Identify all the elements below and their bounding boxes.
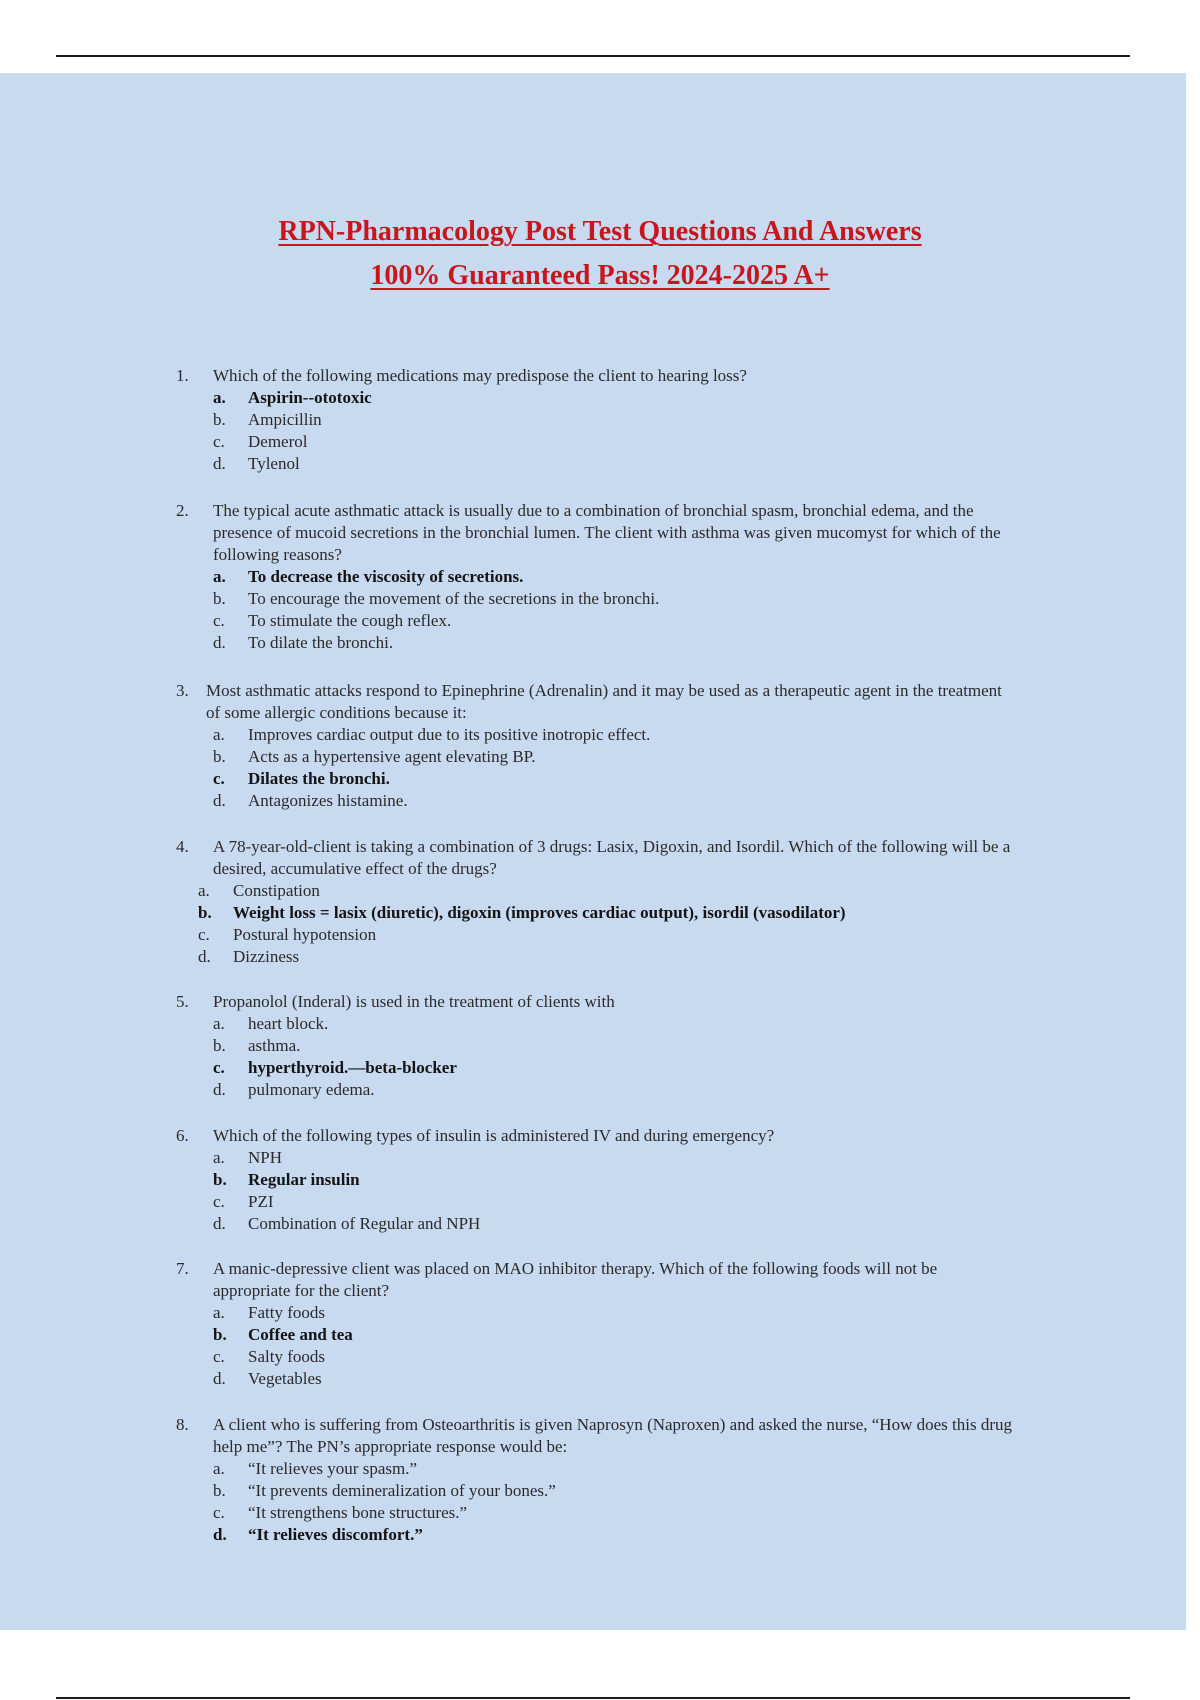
question-6 [176,1125,1013,1235]
answer-option: a. Improves cardiac output due to its positive inotropic effect. [213,725,651,744]
answer-option: d. Vegetables [213,1369,322,1388]
question-text: Most asthmatic attacks respond to Epinephrine (Adrenalin) and it may be used as a therapeutic agent in the treatment of some allergic conditions because it: [206,681,1002,722]
document-title-line-1: RPN-Pharmacology Post Test Questions And Answers [278,216,922,247]
question-text: A manic-depressive client was placed on MAO inhibitor therapy. Which of the following foods will not be appropriate for the client? [213,1259,938,1300]
answer-option-correct: b. Coffee and tea [213,1325,353,1344]
question-number: 8. [176,1415,189,1434]
answer-option-correct: d. “It relieves discomfort.” [213,1525,423,1544]
answer-option: b. Ampicillin [213,410,322,429]
question-number: 4. [176,837,189,856]
question-number: 2. [176,501,189,520]
answer-option: d. To dilate the bronchi. [213,633,394,652]
question-2 [176,500,1013,654]
answer-option: c. To stimulate the cough reflex. [213,611,452,630]
answer-option: d. Tylenol [213,454,300,473]
answer-option-correct: b. Weight loss = lasix (diuretic), digoxin (improves cardiac output), isordil (vasodilator) [198,903,846,922]
question-5 [176,991,1013,1101]
answer-option: b. To encourage the movement of the secretions in the bronchi. [213,589,660,608]
answer-option: d. pulmonary edema. [213,1080,375,1099]
answer-option: c. “It strengthens bone structures.” [213,1503,468,1522]
question-text: The typical acute asthmatic attack is usually due to a combination of bronchial spasm, bronchial edema, and the presence of mucoid secretions in the bronchial lumen. The client with asthma was given mucomyst for which of the following reasons? [213,501,1001,564]
question-1 [176,365,1013,475]
question-text: A client who is suffering from Osteoarthritis is given Naprosyn (Naproxen) and asked the nurse, “How does this drug help me”? The PN’s appropriate response would be: [213,1415,1012,1456]
answer-option: a. Constipation [198,881,320,900]
question-text: Which of the following medications may predispose the client to hearing loss? [213,366,747,385]
answer-option: c. Postural hypotension [198,925,377,944]
answer-option-correct: a. Aspirin--ototoxic [213,388,372,407]
question-7 [176,1258,1013,1390]
question-number: 5. [176,992,189,1011]
document-title-line-2: 100% Guaranteed Pass! 2024-2025 A+ [370,260,830,291]
question-4 [176,836,1013,968]
bottom-rule [56,1697,1130,1699]
answer-option: d. Antagonizes histamine. [213,791,408,810]
answer-option-correct: b. Regular insulin [213,1170,360,1189]
answer-option: a. Fatty foods [213,1303,325,1322]
answer-option: b. “It prevents demineralization of your bones.” [213,1481,556,1500]
answer-option-correct: c. hyperthyroid.—beta-blocker [213,1058,457,1077]
answer-option: c. PZI [213,1192,274,1211]
answer-option: a. NPH [213,1148,283,1167]
answer-option: c. Demerol [213,432,308,451]
question-8 [176,1414,1013,1546]
question-number: 3. [176,681,189,700]
answer-option: d. Combination of Regular and NPH [213,1214,481,1233]
question-text: Which of the following types of insulin is administered IV and during emergency? [213,1126,775,1145]
answer-option: b. asthma. [213,1036,301,1055]
answer-option: b. Acts as a hypertensive agent elevating BP. [213,747,536,766]
answer-option: a. heart block. [213,1014,329,1033]
top-rule [56,55,1130,57]
answer-option: c. Salty foods [213,1347,325,1366]
answer-option-correct: a. To decrease the viscosity of secretions. [213,567,524,586]
question-number: 7. [176,1259,189,1278]
answer-option: a. “It relieves your spasm.” [213,1459,417,1478]
question-number: 1. [176,366,189,385]
question-text: Propanolol (Inderal) is used in the treatment of clients with [213,992,615,1011]
question-3 [176,680,1006,812]
answer-option: d. Dizziness [198,947,300,966]
question-number: 6. [176,1126,189,1145]
answer-option-correct: c. Dilates the bronchi. [213,769,390,788]
question-text: A 78-year-old-client is taking a combination of 3 drugs: Lasix, Digoxin, and Isordil. Which of the following will be a desired, accumulative effect of the drugs? [213,837,1011,878]
